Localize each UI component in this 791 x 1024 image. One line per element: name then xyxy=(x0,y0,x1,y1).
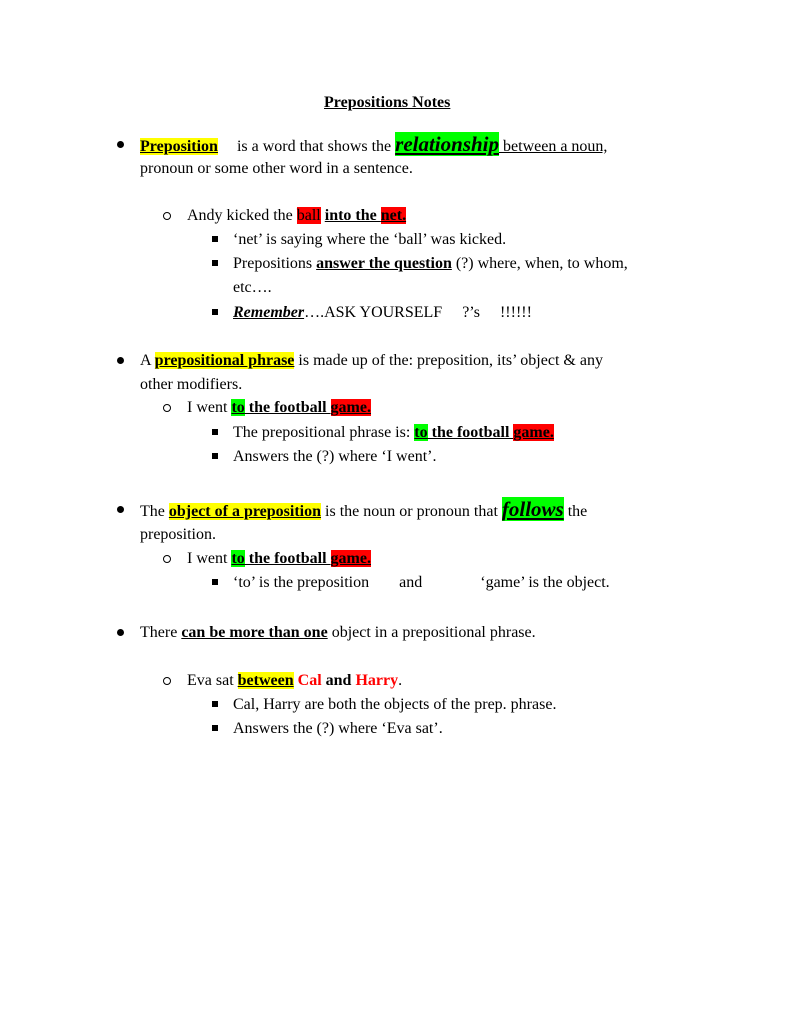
example-andy xyxy=(187,206,406,226)
note-phrase-is xyxy=(233,423,554,443)
term-preposition: Preposition xyxy=(140,138,218,155)
circle-bullet-icon xyxy=(163,404,171,412)
definition-phrase xyxy=(140,351,603,371)
word-to: to xyxy=(414,424,428,441)
bullet-icon xyxy=(117,141,124,148)
word-harry: Harry xyxy=(355,672,399,689)
definition-line2: pronoun or some other word in a sentence. xyxy=(140,160,413,177)
circle-bullet-icon xyxy=(163,677,171,685)
definition-text: is the noun or pronoun that xyxy=(321,503,502,520)
note-text: !!!!!! xyxy=(499,304,532,321)
note-text: and xyxy=(399,574,423,591)
definition-text: A xyxy=(140,352,155,369)
word-ball: ball xyxy=(296,207,321,224)
term-object-of-preposition: object of a preposition xyxy=(168,503,322,520)
square-bullet-icon xyxy=(212,309,218,315)
example-i-went xyxy=(187,549,371,569)
note-text: ‘game’ is the object. xyxy=(480,574,610,591)
word-to: to xyxy=(231,550,245,567)
definition-text: object in a prepositional phrase. xyxy=(327,624,536,641)
example-i-went xyxy=(187,398,371,418)
word-game: game. xyxy=(330,550,371,567)
word-net: net. xyxy=(380,207,407,224)
word-the-football: the football xyxy=(244,399,331,416)
term-prepositional-phrase: prepositional phrase xyxy=(154,352,295,369)
bullet-icon xyxy=(117,357,124,364)
term-more-than-one: can be more than one xyxy=(181,624,328,641)
circle-bullet-icon xyxy=(163,212,171,220)
note-cal-harry: Cal, Harry are both the objects of the prep. phrase. xyxy=(233,696,557,713)
example-text: I went xyxy=(187,399,232,416)
definition-text: between a noun, xyxy=(499,138,608,155)
definition-text: There xyxy=(140,624,182,641)
example-eva-sat xyxy=(187,671,402,691)
word-into-the: into the xyxy=(324,207,381,224)
emph-follows: follows xyxy=(501,497,564,521)
example-text: Eva sat xyxy=(187,672,238,689)
definition-text: The xyxy=(140,503,169,520)
square-bullet-icon xyxy=(212,429,218,435)
note-remember xyxy=(233,303,532,323)
note-etc: etc…. xyxy=(233,279,272,296)
definition-preposition xyxy=(140,134,607,157)
word-the-football: the football xyxy=(427,424,514,441)
note-text: The prepositional phrase is: xyxy=(233,424,415,441)
remember-label: Remember xyxy=(233,304,305,321)
note-text: (?) where, when, to whom, xyxy=(451,255,628,272)
word-cal: Cal xyxy=(297,672,322,689)
bullet-icon xyxy=(117,506,124,513)
definition-object xyxy=(140,499,587,522)
example-text: I went xyxy=(187,550,232,567)
word-and: and xyxy=(325,672,352,689)
square-bullet-icon xyxy=(212,579,218,585)
square-bullet-icon xyxy=(212,725,218,731)
word-to: to xyxy=(231,399,245,416)
note-to-and-game xyxy=(233,573,610,593)
note-text: ?’s xyxy=(462,304,480,321)
word-game: game. xyxy=(513,424,554,441)
note-answer-question xyxy=(233,254,628,274)
page-title: Prepositions Notes xyxy=(324,94,451,111)
definition-line2: preposition. xyxy=(140,526,216,543)
word-the-football: the football xyxy=(244,550,331,567)
note-net: ‘net’ is saying where the ‘ball’ was kicked. xyxy=(233,231,507,248)
definition-line2: other modifiers. xyxy=(140,376,243,393)
emph-relationship: relationship xyxy=(395,132,500,156)
square-bullet-icon xyxy=(212,453,218,459)
definition-text: the xyxy=(563,503,588,520)
square-bullet-icon xyxy=(212,260,218,266)
word-game: game. xyxy=(330,399,371,416)
circle-bullet-icon xyxy=(163,555,171,563)
definition-text: is made up of the: preposition, its’ object & any xyxy=(294,352,603,369)
example-text: Andy kicked the xyxy=(187,207,297,224)
definition-more-than-one xyxy=(140,623,536,643)
example-text: . xyxy=(398,672,403,689)
note-answers-where: Answers the (?) where ‘I went’. xyxy=(233,448,437,465)
definition-text: is a word that shows the xyxy=(236,138,396,155)
note-text: ‘to’ is the preposition xyxy=(233,574,370,591)
note-text: ….ASK YOURSELF xyxy=(304,304,443,321)
square-bullet-icon xyxy=(212,236,218,242)
word-between: between xyxy=(237,672,294,689)
answer-the-question: answer the question xyxy=(316,255,452,272)
note-text: Prepositions xyxy=(233,255,317,272)
bullet-icon xyxy=(117,629,124,636)
note-answers-eva: Answers the (?) where ‘Eva sat’. xyxy=(233,720,443,737)
square-bullet-icon xyxy=(212,701,218,707)
